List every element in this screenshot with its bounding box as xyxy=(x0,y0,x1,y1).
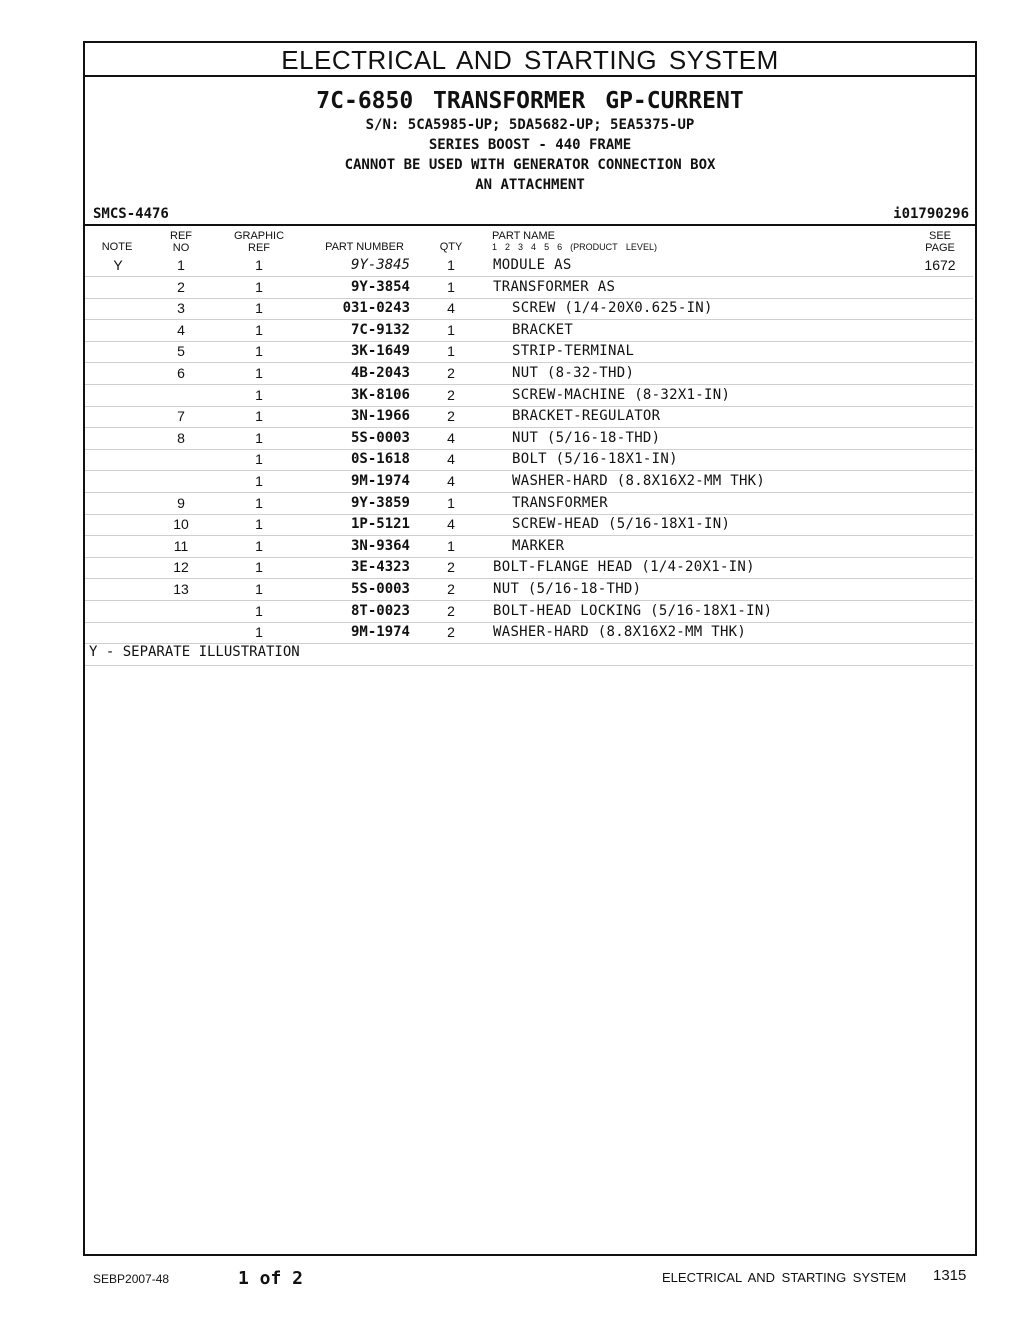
table-row xyxy=(85,493,973,515)
section-title: ELECTRICAL AND STARTING SYSTEM xyxy=(85,43,975,77)
qty-cell: 4 xyxy=(447,300,455,317)
graphic-ref-cell: 1 xyxy=(255,516,263,533)
note-cell: Y xyxy=(113,257,123,273)
col-graphic-header xyxy=(229,230,289,254)
ref-no-cell: 10 xyxy=(173,516,189,533)
part-number-cell: 9M-1974 xyxy=(350,473,410,489)
ref-no-cell: 5 xyxy=(177,343,185,360)
part-number-cell: 5S-0003 xyxy=(350,429,410,446)
ref-no-cell: 3 xyxy=(177,300,185,317)
col-ref-header-line1: REF xyxy=(170,230,192,242)
graphic-ref-cell: 1 xyxy=(255,429,263,446)
qty-cell: 1 xyxy=(447,343,455,360)
table-row xyxy=(85,363,973,385)
qty-cell: 1 xyxy=(447,494,455,511)
graphic-ref-cell: 1 xyxy=(255,278,263,295)
see-page-cell: 1672 xyxy=(924,257,956,273)
footnote-divider xyxy=(85,665,973,666)
part-name-cell: TRANSFORMER xyxy=(512,494,609,511)
ref-no-cell: 7 xyxy=(177,408,185,425)
graphic-ref-cell: 1 xyxy=(255,581,263,597)
graphic-ref-cell: 1 xyxy=(255,451,263,468)
graphic-ref-cell: 1 xyxy=(255,300,263,317)
part-number-cell: 3N-1966 xyxy=(350,408,410,425)
graphic-ref-cell: 1 xyxy=(255,257,263,273)
qty-cell: 2 xyxy=(447,408,455,425)
ref-no-cell: 11 xyxy=(173,537,189,554)
part-name-cell: BRACKET-REGULATOR xyxy=(512,408,661,425)
graphic-ref-cell: 1 xyxy=(255,494,263,511)
col-part-name-header: PART NAME xyxy=(492,230,555,242)
level-1: 1 xyxy=(492,242,498,252)
part-name-cell: BOLT (5/16-18X1-IN) xyxy=(512,451,678,468)
part-name-cell: NUT (8-32-THD) xyxy=(512,365,635,381)
level-6: 6 xyxy=(557,242,563,252)
ref-no-cell: 8 xyxy=(177,429,185,446)
part-number-cell: 4B-2043 xyxy=(350,365,410,381)
ref-no-cell: 4 xyxy=(177,321,185,338)
graphic-ref-cell: 1 xyxy=(255,343,263,360)
ref-no-cell: 12 xyxy=(173,559,189,576)
part-number-cell: 3K-8106 xyxy=(350,386,410,403)
part-name-cell: SCREW (1/4-20X0.625-IN) xyxy=(512,300,713,317)
level-5: 5 xyxy=(544,242,550,252)
graphic-ref-cell: 1 xyxy=(255,624,263,641)
graphic-ref-cell: 1 xyxy=(255,473,263,489)
part-number-cell: 9M-1974 xyxy=(350,624,410,641)
part-number-cell: 3N-9364 xyxy=(350,537,410,554)
part-number-cell: 9Y-3845 xyxy=(350,257,410,273)
part-name-cell: NUT (5/16-18-THD) xyxy=(493,581,642,597)
qty-cell: 2 xyxy=(447,602,455,619)
part-name-cell: MARKER xyxy=(512,537,565,554)
part-number-cell: 0S-1618 xyxy=(350,451,410,468)
ref-no-cell: 2 xyxy=(177,278,185,295)
qty-cell: 4 xyxy=(447,473,455,489)
qty-cell: 1 xyxy=(447,321,455,338)
graphic-ref-cell: 1 xyxy=(255,602,263,619)
part-number-cell: 8T-0023 xyxy=(350,602,410,619)
part-name-cell: BOLT-HEAD LOCKING (5/16-18X1-IN) xyxy=(493,602,773,619)
graphic-ref-cell: 1 xyxy=(255,321,263,338)
part-number-cell: 031-0243 xyxy=(342,300,410,317)
table-row xyxy=(85,385,973,407)
footer-page-of: 1 of 2 xyxy=(238,1268,304,1289)
part-number-cell: 3E-4323 xyxy=(350,559,410,576)
table-row xyxy=(85,406,973,428)
qty-cell: 2 xyxy=(447,581,455,597)
ref-no-cell: 1 xyxy=(177,257,185,273)
part-name-cell: SCREW-HEAD (5/16-18X1-IN) xyxy=(512,516,731,533)
graphic-ref-cell: 1 xyxy=(255,559,263,576)
table-row xyxy=(85,579,973,601)
table-row xyxy=(85,557,973,579)
col-see-page-header-line2: PAGE xyxy=(925,242,955,254)
table-row xyxy=(85,536,973,558)
subtitle-attachment: AN ATTACHMENT xyxy=(475,177,585,193)
table-row xyxy=(85,428,973,450)
table-row xyxy=(85,514,973,536)
qty-cell: 2 xyxy=(447,365,455,381)
table-row xyxy=(85,471,973,493)
ref-no-cell: 9 xyxy=(177,494,185,511)
level-product: (PRODUCT LEVEL) xyxy=(570,242,657,252)
part-number-cell: 9Y-3854 xyxy=(350,278,410,295)
part-number-cell: 7C-9132 xyxy=(350,321,410,338)
qty-cell: 1 xyxy=(447,278,455,295)
part-number-cell: 9Y-3859 xyxy=(350,494,410,511)
part-number-cell: 5S-0003 xyxy=(350,581,410,597)
table-row xyxy=(85,277,973,299)
part-name-cell: STRIP-TERMINAL xyxy=(512,343,635,360)
subtitle-series: SERIES BOOST - 440 FRAME xyxy=(428,137,632,153)
col-qty-header: QTY xyxy=(439,241,463,253)
graphic-ref-cell: 1 xyxy=(255,386,263,403)
part-name-cell: MODULE AS xyxy=(493,257,572,273)
table-row xyxy=(85,341,973,363)
page-frame xyxy=(83,41,977,1256)
part-name-cell: NUT (5/16-18-THD) xyxy=(512,429,661,446)
part-name-cell: SCREW-MACHINE (8-32X1-IN) xyxy=(512,386,731,403)
part-name-cell: BRACKET xyxy=(512,321,574,338)
table-row xyxy=(85,449,973,471)
level-3: 3 xyxy=(518,242,524,252)
header-divider xyxy=(85,224,975,226)
col-see-page-header-line1: SEE xyxy=(928,230,951,242)
part-number-cell: 1P-5121 xyxy=(350,516,410,533)
subtitle-restriction: CANNOT BE USED WITH GENERATOR CONNECTION BOX xyxy=(344,157,716,173)
part-name-cell: WASHER-HARD (8.8X16X2-MM THK) xyxy=(512,473,766,489)
part-number-cell: 3K-1649 xyxy=(350,343,410,360)
qty-cell: 2 xyxy=(447,624,455,641)
part-name-cell: WASHER-HARD (8.8X16X2-MM THK) xyxy=(493,624,747,641)
qty-cell: 1 xyxy=(447,257,455,273)
qty-cell: 2 xyxy=(447,559,455,576)
product-levels xyxy=(492,242,665,252)
qty-cell: 4 xyxy=(447,516,455,533)
footer-section: ELECTRICAL AND STARTING SYSTEM xyxy=(662,1270,907,1285)
graphic-ref-cell: 1 xyxy=(255,408,263,425)
col-graphic-header-line1: GRAPHIC xyxy=(233,230,285,242)
graphic-ref-cell: 1 xyxy=(255,365,263,381)
qty-cell: 4 xyxy=(447,429,455,446)
table-row xyxy=(85,255,973,277)
table-row xyxy=(85,298,973,320)
part-name-cell: BOLT-FLANGE HEAD (1/4-20X1-IN) xyxy=(493,559,755,576)
qty-cell: 4 xyxy=(447,451,455,468)
col-see-page-header xyxy=(915,230,965,254)
table-row xyxy=(85,601,973,623)
part-name-cell: TRANSFORMER AS xyxy=(493,278,616,295)
smcs-code: SMCS-4476 xyxy=(93,206,169,222)
col-graphic-header-line2: REF xyxy=(248,242,270,254)
qty-cell: 2 xyxy=(447,386,455,403)
ref-no-cell: 6 xyxy=(177,365,185,381)
page-title: 7C-6850 TRANSFORMER GP-CURRENT xyxy=(316,88,744,114)
col-note-header: NOTE xyxy=(101,241,133,253)
footer-page-number: 1315 xyxy=(933,1267,967,1284)
level-4: 4 xyxy=(531,242,537,252)
ref-no-cell: 13 xyxy=(173,581,189,597)
table-row xyxy=(85,622,973,644)
serial-numbers: S/N: 5CA5985-UP; 5DA5682-UP; 5EA5375-UP xyxy=(365,117,695,133)
footer-doc-id: SEBP2007-48 xyxy=(93,1272,170,1286)
level-2: 2 xyxy=(505,242,511,252)
table-row xyxy=(85,320,973,342)
qty-cell: 1 xyxy=(447,537,455,554)
footnote: Y - SEPARATE ILLUSTRATION xyxy=(89,644,300,660)
illustration-id: i01790296 xyxy=(893,206,969,222)
col-part-number-header: PART NUMBER xyxy=(325,241,404,253)
col-ref-header xyxy=(165,230,197,254)
graphic-ref-cell: 1 xyxy=(255,537,263,554)
col-ref-header-line2: NO xyxy=(172,242,190,254)
